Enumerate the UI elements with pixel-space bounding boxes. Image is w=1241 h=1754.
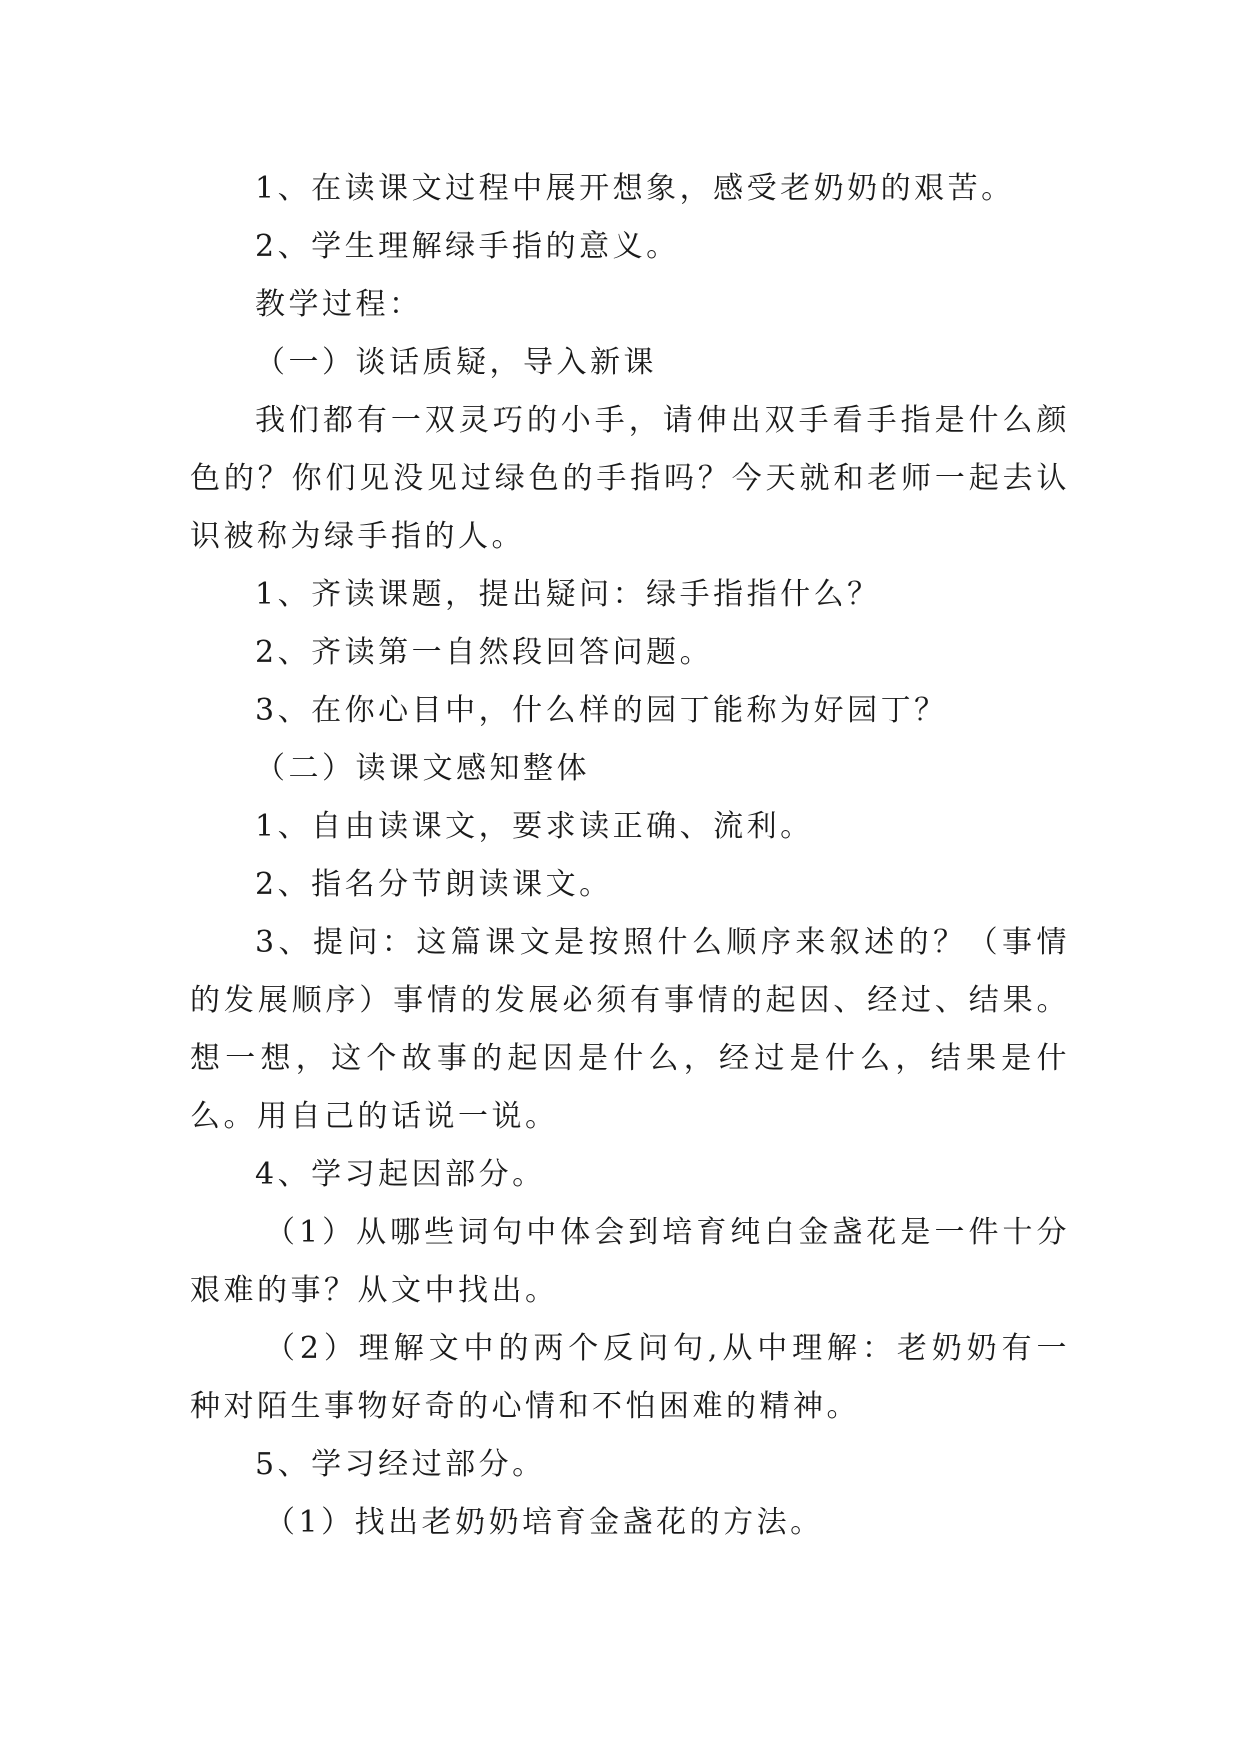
objective-1: 1、在读课文过程中展开想象，感受老奶奶的艰苦。 — [255, 171, 1015, 206]
step-1-item-3: 3、在你心目中，什么样的园丁能称为好园丁？ — [255, 693, 948, 728]
step-1-item-1: 1、齐读课题，提出疑问：绿手指指什么？ — [255, 577, 881, 612]
step-1-item-2: 2、齐读第一自然段回答问题。 — [255, 635, 714, 670]
step-2-item-3: 3、提问：这篇课文是按照什么顺序来叙述的？（事情的发展顺序）事情的发展必须有事情的起因、经过、结果。想一想，这个故事的起因是什么，经过是什么，结果是什么。用自己的话说一说。 — [190, 925, 1070, 1134]
step-2-item-5: 5、学习经过部分。 — [255, 1447, 546, 1482]
intro-paragraph: 我们都有一双灵巧的小手，请伸出双手看手指是什么颜色的？你们见没见过绿色的手指吗？今天就和老师一起去认识被称为绿手指的人。 — [190, 403, 1070, 554]
step-heading-2: （二）读课文感知整体 — [255, 751, 590, 786]
step-2-item-4: 4、学习起因部分。 — [255, 1157, 546, 1192]
objective-2: 2、学生理解绿手指的意义。 — [255, 229, 680, 264]
document-body — [190, 160, 1070, 1552]
step-2-item-5-sub-1: （1）找出老奶奶培育金盏花的方法。 — [265, 1505, 824, 1540]
step-2-item-1: 1、自由读课文，要求读正确、流利。 — [255, 809, 814, 844]
step-2-item-2: 2、指名分节朗读课文。 — [255, 867, 613, 902]
step-2-item-4-sub-2: （2）理解文中的两个反问句,从中理解：老奶奶有一种对陌生事物好奇的心情和不怕困难的精神。 — [190, 1331, 1070, 1424]
section-heading-teaching-process: 教学过程： — [255, 287, 423, 322]
step-2-item-4-sub-1: （1）从哪些词句中体会到培育纯白金盏花是一件十分艰难的事？从文中找出。 — [190, 1215, 1070, 1308]
step-heading-1: （一）谈话质疑，导入新课 — [255, 345, 657, 380]
